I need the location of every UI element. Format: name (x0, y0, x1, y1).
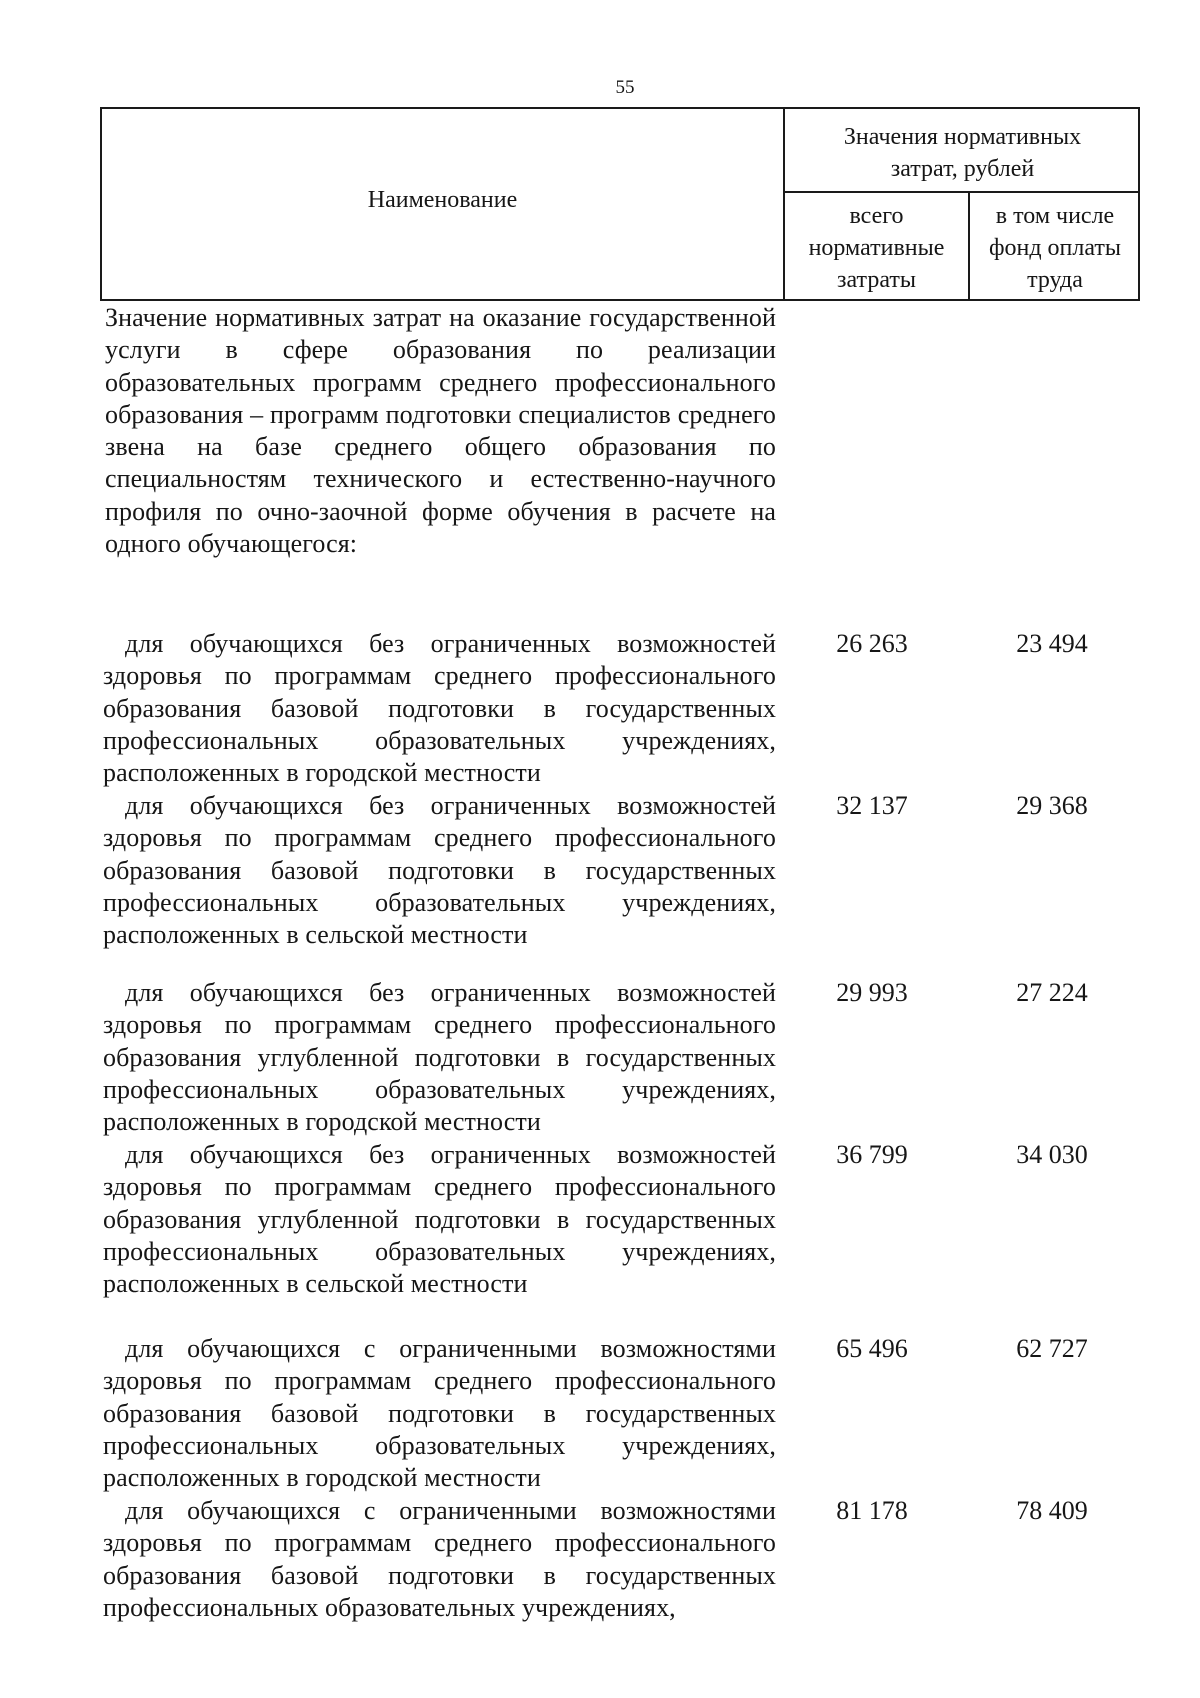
table-row-3-total: 29 993 (836, 978, 908, 1007)
column-header-values-line1: Значения нормативных (843, 124, 1082, 150)
column-header-fund (970, 193, 1140, 299)
table-row-2-name: для обучающихся без ограниченных возможностей здоровья по программам среднего профессионального образования базовой подготовки в государственных профессиональных образовательных учреждениях, расположенных в сельской местности (103, 791, 776, 950)
table-row-4-name: для обучающихся без ограниченных возможностей здоровья по программам среднего профессионального образования углубленной подготовки в государственных профессиональных образовательных учреждениях, расположенных в сельской местности (103, 1140, 776, 1299)
table-row-1-fund: 23 494 (1016, 629, 1088, 658)
table-row-3-name: для обучающихся без ограниченных возможностей здоровья по программам среднего профессионального образования углубленной подготовки в государственных профессиональных образовательных учреждениях, расположенных в городской местности (103, 978, 776, 1137)
table-row-6-fund: 78 409 (1016, 1496, 1088, 1525)
column-header-values (785, 109, 1140, 193)
table-row-6-total: 81 178 (836, 1496, 908, 1525)
column-header-total (785, 193, 970, 299)
column-header-name: Наименование (102, 109, 785, 299)
table-row-5-total: 65 496 (836, 1334, 908, 1363)
table-row-5-fund: 62 727 (1016, 1334, 1088, 1363)
table-row-2-fund: 29 368 (1016, 791, 1088, 820)
table-row-1-total: 26 263 (836, 629, 908, 658)
table-row-4-fund: 34 030 (1016, 1140, 1088, 1169)
table-row-4-total: 36 799 (836, 1140, 908, 1169)
table-row-2-total: 32 137 (836, 791, 908, 820)
table-row-1-name: для обучающихся без ограниченных возможностей здоровья по программам среднего профессионального образования базовой подготовки в государственных профессиональных образовательных учреждениях, расположенных в городской местности (103, 629, 776, 788)
column-header-total-line3: затраты (837, 267, 916, 293)
table-row-6-name: для обучающихся с ограниченными возможностями здоровья по программам среднего профессионального образования базовой подготовки в государственных профессиональных образовательных учреждениях, (103, 1496, 776, 1622)
table-row-3-fund: 27 224 (1016, 978, 1088, 1007)
table-header (100, 107, 1140, 301)
column-header-fund-line2: фонд оплаты (988, 235, 1122, 261)
column-header-fund-line3: труда (1027, 267, 1083, 293)
section-intro: Значение нормативных затрат на оказание государственной услуги в сфере образования по реализации образовательных программ среднего профессионального образования – программ подготовки специалистов среднего звена на базе среднего общего образования по специальностям технического и естественно-научного профиля по очно-заочной форме обучения в расчете на одного обучающегося: (105, 303, 776, 559)
column-header-values-line2: затрат, рублей (890, 156, 1035, 182)
page-number: 55 (615, 77, 635, 98)
column-header-total-line1: всего (849, 203, 904, 229)
column-header-fund-line1: в том числе (995, 203, 1115, 229)
table-row-5-name: для обучающихся с ограниченными возможностями здоровья по программам среднего профессионального образования базовой подготовки в государственных профессиональных образовательных учреждениях, расположенных в городской местности (103, 1334, 776, 1493)
column-header-total-line2: нормативные (808, 235, 945, 261)
